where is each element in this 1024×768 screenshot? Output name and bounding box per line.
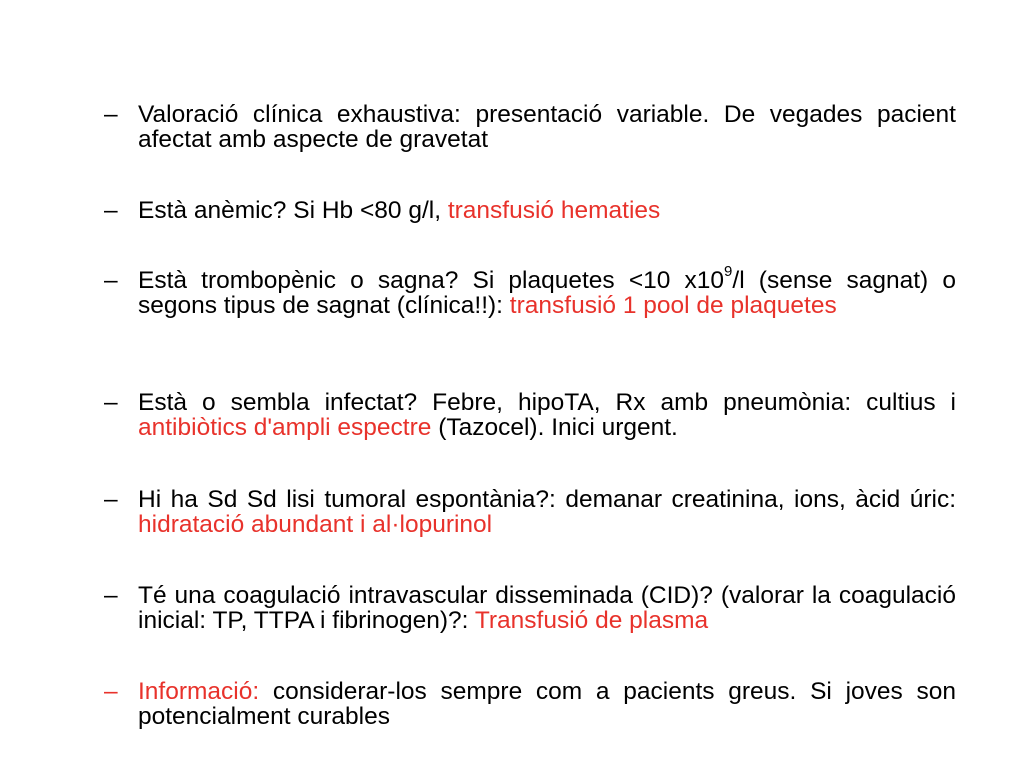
bullet-dash: – — [104, 267, 118, 294]
bullet-clinical-assessment — [104, 102, 956, 152]
bullet-text-plain: Està anèmic? Si Hb <80 g/l, — [138, 197, 448, 224]
bullet-dash: – — [104, 197, 118, 224]
highlight-text: Informació: — [138, 678, 260, 705]
highlight-text: hidratació abundant i al·lopurinol — [138, 511, 493, 538]
bullet-information — [104, 679, 956, 729]
superscript: 9 — [724, 262, 733, 280]
bullet-text-plain: (Tazocel). Inici urgent. — [431, 414, 678, 441]
bullet-dash: – — [104, 486, 118, 513]
bullet-tumor-lysis — [104, 487, 956, 537]
bullet-text-plain: /l (sense sagnat) o segons tipus de sagnat (clínica!!): — [138, 267, 956, 319]
bullet-text — [138, 262, 956, 319]
bullet-text — [138, 198, 956, 223]
highlight-text: Transfusió de plasma — [474, 607, 709, 634]
highlight-text: transfusió 1 pool de plaquetes — [509, 292, 837, 319]
bullet-anemia — [104, 198, 956, 223]
bullet-text-plain: considerar-los sempre com a pacients greus. Si joves son potencialment curables — [138, 678, 956, 730]
bullet-text-plain: Està trombopènic o sagna? Si plaquetes <10 x10 — [138, 267, 725, 294]
bullet-text-plain: Valoració clínica exhaustiva: presentació variable. De vegades pacient afectat amb aspecte de gravetat — [138, 101, 956, 153]
bullet-infection — [104, 390, 956, 440]
bullet-text-plain: Té una coagulació intravascular disseminada (CID)? (valorar la coagulació inicial: TP, TTPA i fibrinogen)?: — [138, 582, 956, 634]
bullet-text-plain: Hi ha Sd Sd lisi tumoral espontània?: demanar creatinina, ions, àcid úric: — [138, 486, 956, 513]
bullet-text — [138, 487, 956, 537]
bullet-text — [138, 583, 956, 633]
bullet-text — [138, 102, 956, 152]
bullet-dash: – — [104, 582, 118, 609]
bullet-dash: – — [104, 678, 118, 705]
bullet-text — [138, 679, 956, 729]
bullet-dic — [104, 583, 956, 633]
highlight-text: antibiòtics d'ampli espectre — [138, 414, 432, 441]
bullet-text-plain: Està o sembla infectat? Febre, hipoTA, Rx amb pneumònia: cultius i — [138, 389, 956, 416]
bullet-text — [138, 390, 956, 440]
bullet-dash: – — [104, 101, 118, 128]
bullet-thrombocytopenia — [104, 262, 956, 319]
bullet-dash: – — [104, 389, 118, 416]
highlight-text: transfusió hematies — [447, 197, 661, 224]
